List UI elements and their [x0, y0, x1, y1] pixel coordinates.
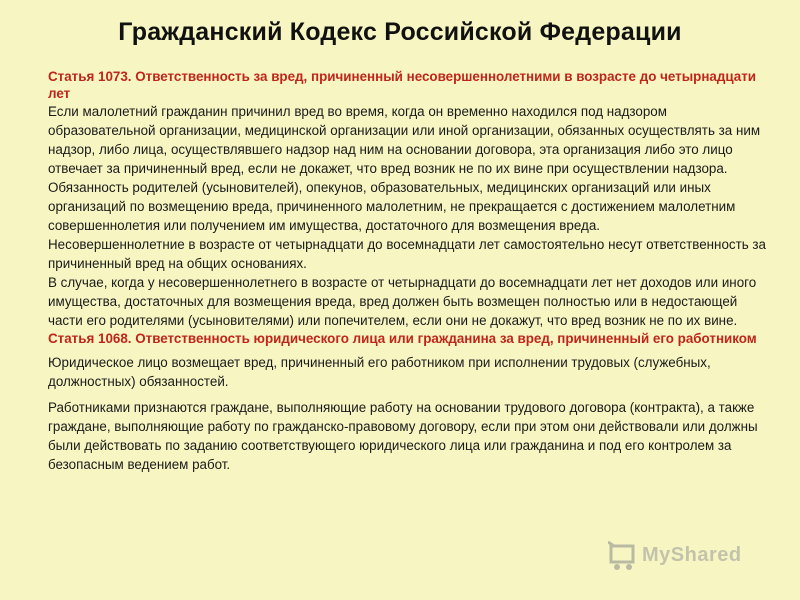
- article-1068-paragraph: Юридическое лицо возмещает вред, причиненный его работником при исполнении трудовых (служебных, должностных) обязанностей.: [48, 355, 711, 389]
- article-1073-heading: Статья 1073. Ответственность за вред, причиненный несовершеннолетними в возрасте до четырнадцати лет: [48, 69, 756, 101]
- document-body: [48, 68, 770, 481]
- article-1073-paragraph: Несовершеннолетние в возрасте от четырнадцати до восемнадцати лет самостоятельно несут ответственность за причиненный вред на общих основаниях.: [48, 237, 767, 271]
- cart-icon: [608, 538, 638, 572]
- article-1068-heading: Статья 1068. Ответственность юридического лица или гражданина за вред, причиненный его работником: [48, 331, 757, 346]
- article-1068-paragraph: Работниками признаются граждане, выполняющие работу на основании трудового договора (контракта), а также граждане, выполняющие работу по гражданско-правовому договору, если при этом они действовали или должны были действовать по заданию соответствующего юридического лица или гражданина и под его контролем за безопасным ведением работ.: [48, 400, 758, 472]
- page-title: Гражданский Кодекс Российской Федерации: [118, 18, 682, 46]
- article-1073-paragraph: В случае, когда у несовершеннолетнего в возрасте от четырнадцати до восемнадцати лет нет доходов или иного имущества, достаточных для возмещения вреда, вред должен быть возмещен полностью или в недостающей части его родителями (усыновителями) или попечителем, если они не докажут, что вред возник не по их вине.: [48, 275, 757, 328]
- article-1073-paragraph: Если малолетний гражданин причинил вред во время, когда он временно находился под надзором образовательной организации, медицинской организации или иной организации, обязанных осуществлять за ним надзор, либо лица, осуществлявшего надзор над ним на основании договора, эта организация либо это лицо отвечает за причиненный вред, если не докажет, что вред возник не по их вине при осуществлении надзора.: [48, 104, 761, 176]
- article-1073-paragraph: Обязанность родителей (усыновителей), опекунов, образовательных, медицинских организаций или иных организаций по возмещению вреда, причиненного малолетним, не прекращается с достижением малолетним совершеннолетия или получением им имущества, достаточного для возмещения вреда.: [48, 180, 736, 233]
- watermark-text: MyShared: [642, 543, 742, 566]
- watermark: [608, 538, 742, 572]
